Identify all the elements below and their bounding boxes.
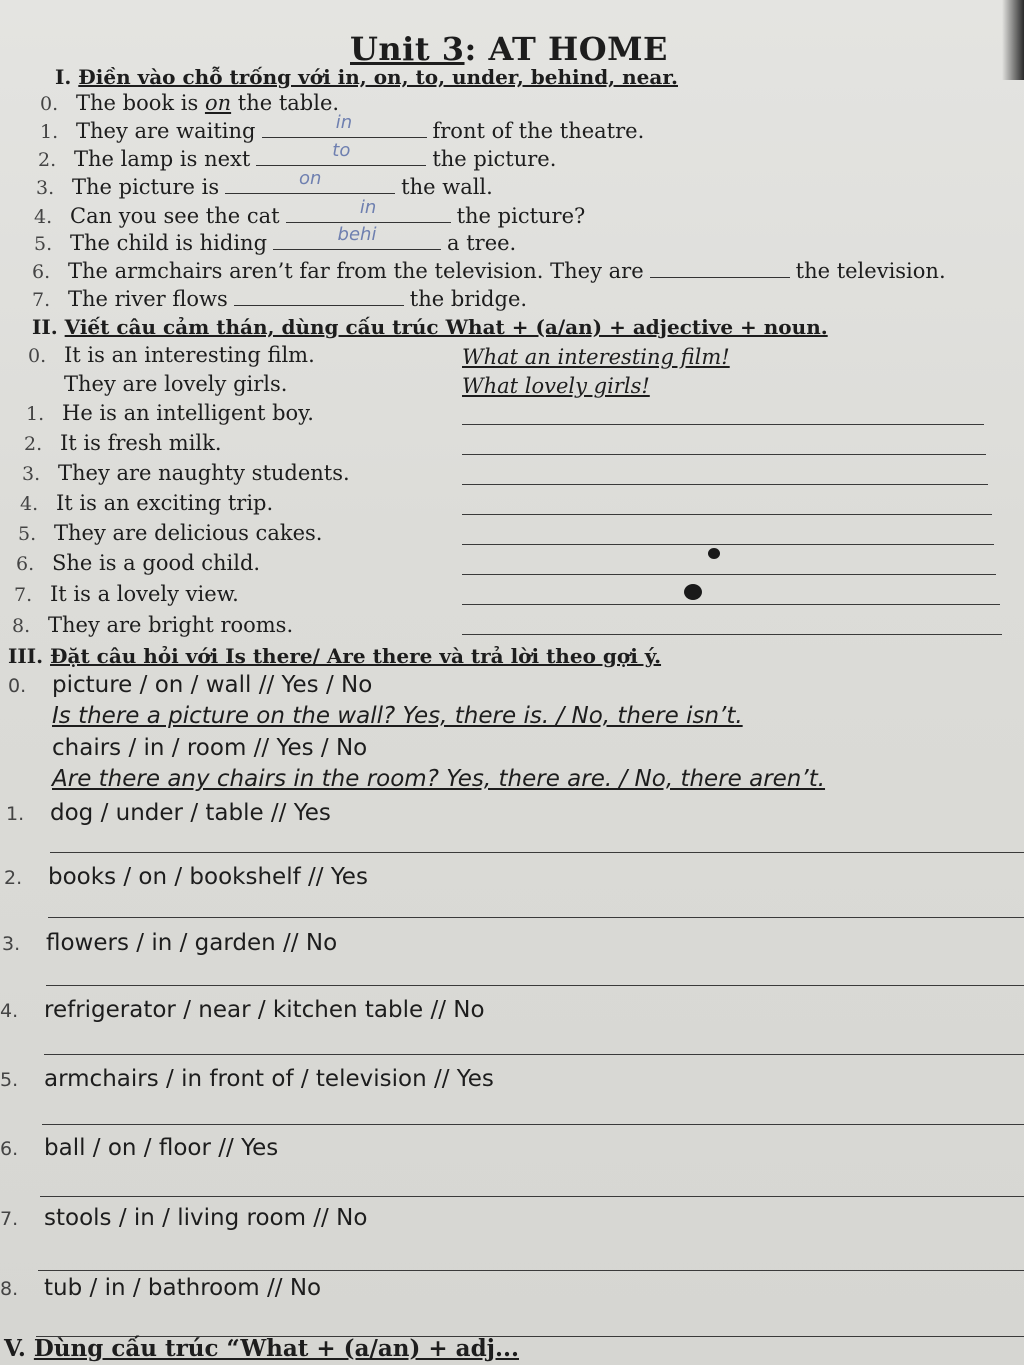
s1-item-7 xyxy=(32,286,527,313)
handwritten-answer: in xyxy=(335,112,353,133)
s2-item-1 xyxy=(26,400,314,427)
s2-example-1 xyxy=(28,371,287,397)
item-text: It is an exciting trip. xyxy=(56,491,274,515)
answer-line[interactable] xyxy=(462,484,988,485)
s2-item-2 xyxy=(24,430,222,457)
answer-line[interactable] xyxy=(462,544,994,545)
s2-item-6 xyxy=(16,550,260,577)
item-before: The armchairs aren’t far from the television. They are xyxy=(68,259,644,283)
answer-blank[interactable] xyxy=(234,287,404,306)
item-prompt: ball / on / floor // Yes xyxy=(44,1135,279,1161)
item-after: the picture? xyxy=(456,204,586,228)
item-number: 0. xyxy=(40,93,59,115)
section2-number: II. xyxy=(32,315,58,339)
answer-line[interactable] xyxy=(462,514,992,515)
item-number: 6. xyxy=(16,553,35,575)
item-number: 6. xyxy=(32,261,51,283)
item-text: It is an interesting film. xyxy=(64,343,315,367)
item-prompt: books / on / bookshelf // Yes xyxy=(48,864,368,890)
answer-line[interactable] xyxy=(40,1196,1024,1197)
s1-item-5 xyxy=(34,224,517,257)
s3-item-6 xyxy=(0,1135,278,1162)
item-before: The child is hiding xyxy=(70,231,268,255)
item-before: The lamp is next xyxy=(74,147,251,171)
title-unit: Unit 3 xyxy=(350,30,465,68)
item-number: 0. xyxy=(28,345,47,367)
item-number: 4. xyxy=(20,493,39,515)
section1-heading xyxy=(55,64,678,90)
handwritten-answer: to xyxy=(332,140,351,161)
answer-line[interactable] xyxy=(462,424,984,425)
item-prompt: stools / in / living room // No xyxy=(44,1205,368,1231)
s2-item-4 xyxy=(20,490,273,517)
item-before: They are waiting xyxy=(76,119,256,143)
item-number: 5. xyxy=(34,233,53,255)
s3-item-2 xyxy=(4,864,368,891)
item-number: 3. xyxy=(22,463,41,485)
answer-blank[interactable] xyxy=(650,259,790,278)
answer-blank[interactable] xyxy=(273,224,441,250)
item-after: the wall. xyxy=(401,175,493,199)
handwritten-answer: in xyxy=(359,197,377,218)
item-after: the picture. xyxy=(432,147,557,171)
answer-blank[interactable] xyxy=(262,112,427,138)
item-number: 7. xyxy=(32,289,51,311)
item-text: They are naughty students. xyxy=(58,461,350,485)
item-number: 8. xyxy=(12,615,31,637)
item-after: the television. xyxy=(795,259,946,283)
section4-heading xyxy=(4,1336,519,1362)
page-edge-shadow xyxy=(1002,0,1024,80)
item-number: 6. xyxy=(0,1138,19,1160)
item-prompt: dog / under / table // Yes xyxy=(50,800,331,826)
item-before: The river flows xyxy=(68,287,228,311)
item-text: They are lovely girls. xyxy=(64,372,288,396)
item-number: 8. xyxy=(0,1278,19,1300)
item-prompt: armchairs / in front of / television // Yes xyxy=(44,1066,494,1092)
answer-line[interactable] xyxy=(50,852,1024,853)
s2-example-0-answer: What an interesting film! xyxy=(462,345,730,369)
item-after: the bridge. xyxy=(409,287,528,311)
item-after: the table. xyxy=(231,91,340,115)
s3-item-4 xyxy=(0,997,485,1024)
answer-line[interactable] xyxy=(462,574,996,575)
page-title xyxy=(350,30,668,68)
answer-line[interactable] xyxy=(38,1270,1024,1271)
item-text: It is a lovely view. xyxy=(50,582,239,606)
item-text: They are bright rooms. xyxy=(48,613,294,637)
section3-heading xyxy=(8,643,661,669)
item-prompt: picture / on / wall // Yes / No xyxy=(52,672,373,698)
s3-item-7 xyxy=(0,1205,367,1232)
section1-number: I. xyxy=(55,65,72,89)
s2-item-7 xyxy=(14,581,239,608)
section2-heading-text: Viết câu cảm thán, dùng cấu trúc What + (a/an) + adjective + noun. xyxy=(64,315,828,339)
s3-item-8 xyxy=(0,1275,321,1302)
s3-example-0 xyxy=(8,672,372,699)
s2-example-0 xyxy=(28,342,315,369)
item-prompt: flowers / in / garden // No xyxy=(46,930,338,956)
item-answer: on xyxy=(204,91,232,115)
item-number: 4. xyxy=(0,1000,19,1022)
s2-example-1-answer: What lovely girls! xyxy=(462,374,650,398)
s2-item-3 xyxy=(22,460,350,487)
handwritten-answer: on xyxy=(298,168,322,189)
answer-line[interactable] xyxy=(46,985,1024,986)
s3-item-5 xyxy=(0,1066,494,1093)
answer-blank[interactable] xyxy=(286,197,451,223)
item-number: 3. xyxy=(2,933,21,955)
s3-example-0-answer: Is there a picture on the wall? Yes, there is. / No, there isn’t. xyxy=(52,703,743,729)
item-number: 0. xyxy=(8,675,27,697)
section4-number: V. xyxy=(4,1335,26,1362)
item-number: 7. xyxy=(14,584,33,606)
s2-item-8 xyxy=(12,612,293,639)
item-text: They are delicious cakes. xyxy=(54,521,323,545)
s3-item-3 xyxy=(2,930,337,957)
item-number: 1. xyxy=(40,121,59,143)
section3-heading-text: Đặt câu hỏi với Is there/ Are there và trả lời theo gợi ý. xyxy=(50,644,662,668)
ink-spot xyxy=(708,548,720,559)
title-rest: : AT HOME xyxy=(464,30,668,68)
item-text: He is an intelligent boy. xyxy=(62,401,314,425)
s3-item-1 xyxy=(6,800,331,827)
answer-line[interactable] xyxy=(48,917,1024,918)
answer-line[interactable] xyxy=(42,1124,1024,1125)
answer-blank[interactable] xyxy=(225,168,395,194)
item-prompt: refrigerator / near / kitchen table // No xyxy=(44,997,485,1023)
item-number: 7. xyxy=(0,1208,19,1230)
item-number: 1. xyxy=(26,403,45,425)
s1-item-6 xyxy=(32,258,946,285)
section4-heading-text: Dùng cấu trúc “What + (a/an) + adj... xyxy=(33,1335,519,1362)
answer-line[interactable] xyxy=(462,604,1000,605)
item-number: 2. xyxy=(38,149,57,171)
section3-number: III. xyxy=(8,644,44,668)
item-after: a tree. xyxy=(447,231,517,255)
s3-example-1-answer: Are there any chairs in the room? Yes, there are. / No, there aren’t. xyxy=(52,766,826,792)
answer-line[interactable] xyxy=(462,454,986,455)
handwritten-answer: behi xyxy=(337,224,377,245)
item-number: 3. xyxy=(36,177,55,199)
item-number: 2. xyxy=(24,433,43,455)
item-prompt: chairs / in / room // Yes / No xyxy=(52,735,368,761)
item-before: Can you see the cat xyxy=(70,204,280,228)
item-number: 4. xyxy=(34,206,53,228)
section1-heading-text: Điền vào chỗ trống với in, on, to, under, behind, near. xyxy=(78,65,678,89)
item-after: front of the theatre. xyxy=(432,119,645,143)
s3-example-1 xyxy=(8,735,367,761)
item-text: It is fresh milk. xyxy=(60,431,222,455)
ink-spot xyxy=(684,584,702,600)
answer-line[interactable] xyxy=(44,1054,1024,1055)
answer-blank[interactable] xyxy=(256,140,426,166)
item-text: She is a good child. xyxy=(52,551,261,575)
item-before: The book is xyxy=(76,91,205,115)
item-number: 1. xyxy=(6,803,25,825)
item-before: The picture is xyxy=(72,175,220,199)
item-number: 5. xyxy=(18,523,37,545)
section2-heading xyxy=(32,314,828,340)
item-number: 5. xyxy=(0,1069,19,1091)
answer-line[interactable] xyxy=(462,634,1002,635)
s2-item-5 xyxy=(18,520,322,547)
item-prompt: tub / in / bathroom // No xyxy=(44,1275,322,1301)
item-number: 2. xyxy=(4,867,23,889)
